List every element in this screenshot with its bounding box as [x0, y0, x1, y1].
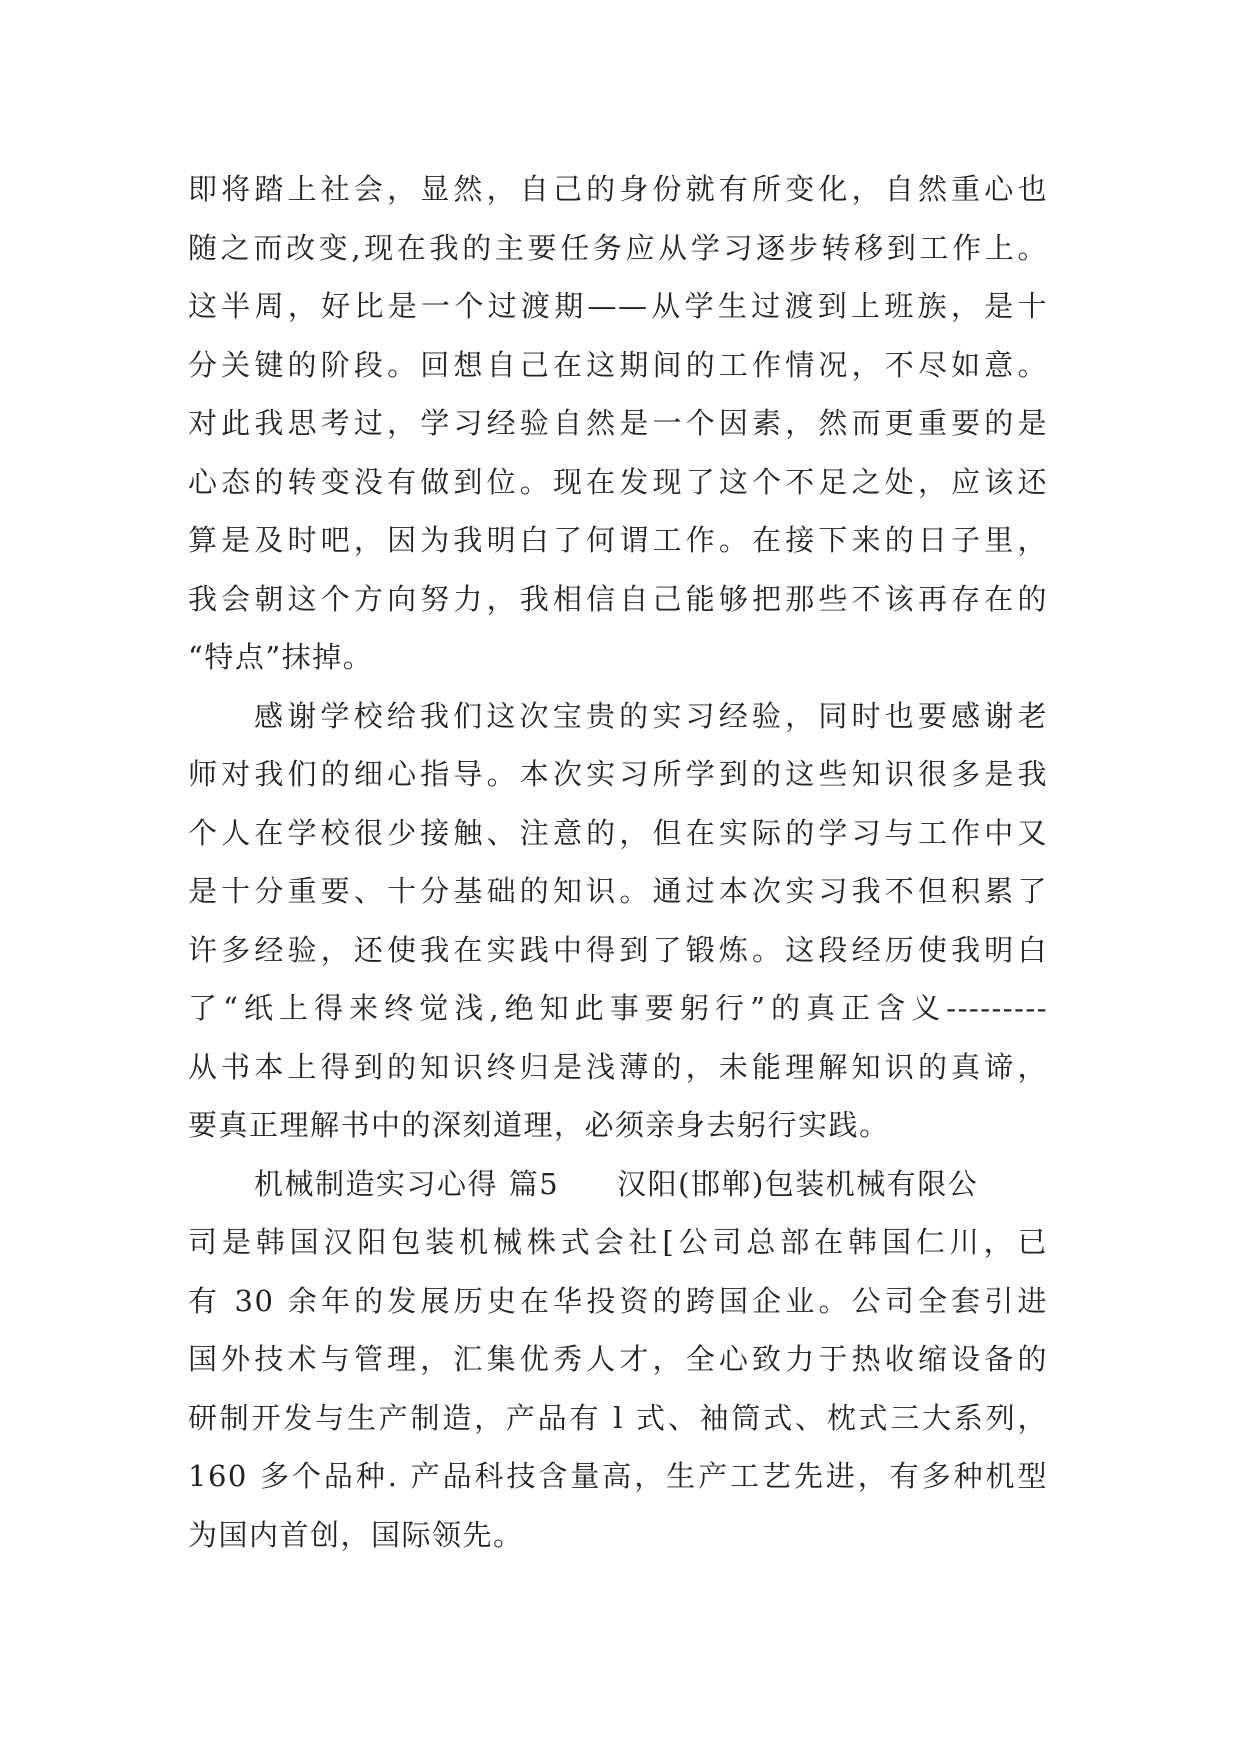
section-first-text: 汉阳(邯郸)包装机械有限公: [617, 1166, 979, 1201]
document-body: [188, 160, 1068, 1564]
text-line: “特点”抹掉。: [188, 640, 374, 674]
text-line: 司是韩国汉阳包装机械株式会社[公司总部在韩国仁川，已: [188, 1225, 1048, 1259]
text-line: 随之而改变,现在我的主要任务应从学习逐步转移到工作上。: [188, 230, 1048, 265]
text-line: 有 30 余年的发展历史在华投资的跨国企业。公司全套引进: [188, 1283, 1048, 1318]
paragraph-first-line: 感谢学校给我们这次宝贵的实习经验，同时也要感谢老: [254, 698, 1048, 733]
text-line: 心态的转变没有做到位。现在发现了这个不足之处，应该还: [188, 464, 1048, 499]
text-line: 国外技术与管理，汇集优秀人才，全心致力于热收缩设备的: [188, 1342, 1048, 1376]
text-line: 160 多个品种. 产品科技含量高，生产工艺先进，有多种机型: [188, 1459, 1048, 1493]
text-line: 个人在学校很少接触、注意的，但在实际的学习与工作中又: [188, 815, 1048, 850]
text-line: 了“纸上得来终觉浅,绝知此事要躬行”的真正含义---------: [188, 991, 1048, 1025]
text-line: 是十分重要、十分基础的知识。通过本次实习我不但积累了: [188, 874, 1048, 908]
text-line: 分关键的阶段。回想自己在这期间的工作情况，不尽如意。: [188, 347, 1048, 382]
section-heading: 机械制造实习心得 篇5: [254, 1166, 560, 1201]
text-line: 我会朝这个方向努力，我相信自己能够把那些不该再存在的: [188, 581, 1048, 616]
text-line: 为国内首创，国际领先。: [188, 1517, 524, 1552]
text-line: 研制开发与生产制造，产品有 l 式、袖筒式、枕式三大系列，: [188, 1400, 1048, 1435]
text-line: 要真正理解书中的深刻道理，必须亲身去躬行实践。: [188, 1108, 890, 1142]
text-line: 这半周，好比是一个过渡期——从学生过渡到上班族，是十: [188, 289, 1048, 323]
text-line: 对此我思考过，学习经验自然是一个因素，然而更重要的是: [188, 406, 1048, 440]
text-line: 即将踏上社会，显然，自己的身份就有所变化，自然重心也: [188, 172, 1048, 206]
text-line: 师对我们的细心指导。本次实习所学到的这些知识很多是我: [188, 757, 1048, 791]
text-line: 许多经验，还使我在实践中得到了锻炼。这段经历使我明白: [188, 932, 1048, 967]
text-line: 算是及时吧，因为我明白了何谓工作。在接下来的日子里，: [188, 523, 1048, 557]
section-heading-line: [188, 1155, 1048, 1214]
text-line: 从书本上得到的知识终归是浅薄的，未能理解知识的真谛，: [188, 1049, 1048, 1084]
